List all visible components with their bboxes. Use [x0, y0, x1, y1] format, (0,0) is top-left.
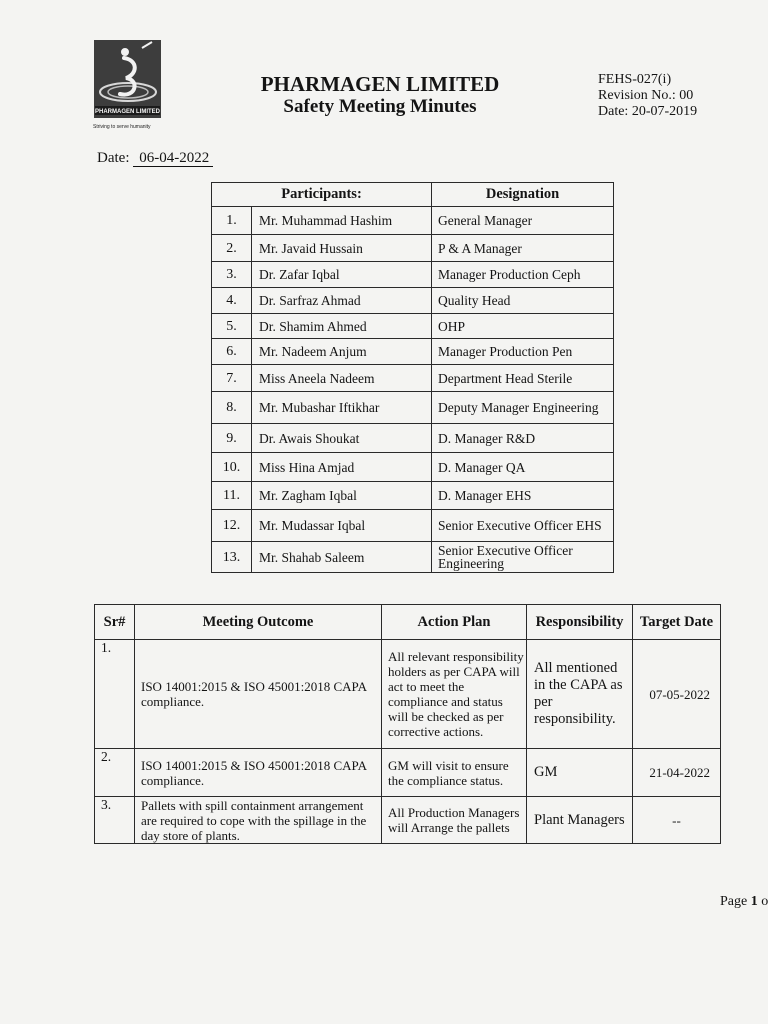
document-title: Safety Meeting Minutes — [283, 96, 477, 117]
issue-date: Date: 20-07-2019 — [598, 104, 698, 119]
participant-number: 4. — [212, 288, 252, 314]
participant-number: 9. — [212, 424, 252, 453]
logo-emblem — [94, 40, 161, 118]
responsibility-header: Responsibility — [527, 605, 633, 640]
participant-designation: D. Manager R&D — [432, 424, 614, 453]
page-label: Page — [720, 894, 748, 909]
logo-tagline: Striving to serve humanity — [93, 124, 151, 130]
table-row — [212, 207, 614, 235]
outcome-sr: 3. — [95, 797, 135, 844]
participant-designation: Manager Production Pen — [432, 339, 614, 365]
participant-number: 2. — [212, 235, 252, 262]
table-row — [95, 797, 721, 844]
participant-designation: P & A Manager — [432, 235, 614, 262]
table-row — [212, 235, 614, 262]
target-date: 07-05-2022 — [633, 640, 721, 749]
meeting-outcomes-table — [94, 604, 721, 844]
responsibility: GM — [527, 749, 633, 797]
participant-name: Dr. Sarfraz Ahmad — [252, 288, 432, 314]
document-code: FEHS-027(i) — [598, 72, 672, 87]
table-row — [212, 482, 614, 510]
participant-designation: Manager Production Ceph — [432, 262, 614, 288]
participant-number: 12. — [212, 510, 252, 542]
participant-number: 1. — [212, 207, 252, 235]
page-suffix: o — [761, 894, 768, 909]
participant-designation: General Manager — [432, 207, 614, 235]
table-row — [212, 392, 614, 424]
participant-number: 11. — [212, 482, 252, 510]
table-row — [212, 314, 614, 339]
table-row — [95, 749, 721, 797]
responsibility: Plant Managers — [527, 797, 633, 844]
participant-name: Mr. Mudassar Iqbal — [252, 510, 432, 542]
outcome-sr: 2. — [95, 749, 135, 797]
table-row — [212, 288, 614, 314]
participant-name: Miss Aneela Nadeem — [252, 365, 432, 392]
outcome-sr: 1. — [95, 640, 135, 749]
action-plan-header: Action Plan — [382, 605, 527, 640]
participant-designation: Senior Executive Officer Engineering — [432, 542, 614, 573]
target-date-header: Target Date — [633, 605, 721, 640]
outcome-text: ISO 14001:2015 & ISO 45001:2018 CAPA compliance. — [135, 640, 382, 749]
designation-header: Designation — [432, 183, 614, 207]
participant-number: 7. — [212, 365, 252, 392]
participant-number: 3. — [212, 262, 252, 288]
participant-designation: OHP — [432, 314, 614, 339]
action-plan: All Production Managers will Arrange the pallets — [382, 797, 527, 844]
participant-name: Mr. Muhammad Hashim — [252, 207, 432, 235]
participant-designation: Deputy Manager Engineering — [432, 392, 614, 424]
meeting-outcome-header: Meeting Outcome — [135, 605, 382, 640]
participant-name: Mr. Mubashar Iftikhar — [252, 392, 432, 424]
participant-number: 10. — [212, 453, 252, 482]
participant-name: Dr. Shamim Ahmed — [252, 314, 432, 339]
participant-number: 13. — [212, 542, 252, 573]
table-row — [212, 424, 614, 453]
participant-designation: Quality Head — [432, 288, 614, 314]
meeting-date-label: Date: — [97, 150, 130, 166]
participant-name: Mr. Javaid Hussain — [252, 235, 432, 262]
table-row — [212, 510, 614, 542]
participant-name: Miss Hina Amjad — [252, 453, 432, 482]
logo-wordmark: PHARMAGEN LIMITED — [95, 109, 160, 115]
participant-number: 6. — [212, 339, 252, 365]
participant-designation: D. Manager QA — [432, 453, 614, 482]
meeting-date-value: 06-04-2022 — [133, 151, 213, 167]
responsibility: All mentioned in the CAPA as per responsibility. — [527, 640, 633, 749]
table-row — [95, 640, 721, 749]
participant-designation: D. Manager EHS — [432, 482, 614, 510]
table-row — [212, 262, 614, 288]
company-name: PHARMAGEN LIMITED — [260, 72, 500, 96]
participant-name: Dr. Zafar Iqbal — [252, 262, 432, 288]
action-plan: All relevant responsibility holders as per CAPA will act to meet the compliance and status will be checked as per corrective actions. — [382, 640, 527, 749]
outcome-text: Pallets with spill containment arrangement are required to cope with the spillage in the day store of plants. — [135, 797, 382, 844]
table-row — [212, 542, 614, 573]
participant-name: Mr. Zagham Iqbal — [252, 482, 432, 510]
action-plan: GM will visit to ensure the compliance status. — [382, 749, 527, 797]
participant-name: Mr. Shahab Saleem — [252, 542, 432, 573]
target-date: 21-04-2022 — [633, 749, 721, 797]
participants-header: Participants: — [212, 183, 432, 207]
table-row — [212, 453, 614, 482]
sr-header: Sr# — [95, 605, 135, 640]
participant-designation: Department Head Sterile — [432, 365, 614, 392]
page-number-value: 1 — [750, 894, 758, 909]
outcome-text: ISO 14001:2015 & ISO 45001:2018 CAPA compliance. — [135, 749, 382, 797]
revision-number: Revision No.: 00 — [598, 88, 694, 103]
participant-number: 8. — [212, 392, 252, 424]
meeting-date — [97, 150, 213, 167]
participants-header-row — [212, 183, 614, 207]
page-number — [720, 894, 768, 910]
target-date: -- — [633, 797, 721, 844]
table-row — [212, 365, 614, 392]
participant-designation: Senior Executive Officer EHS — [432, 510, 614, 542]
participant-name: Mr. Nadeem Anjum — [252, 339, 432, 365]
outcomes-header-row — [95, 605, 721, 640]
participants-table — [211, 182, 614, 573]
participant-name: Dr. Awais Shoukat — [252, 424, 432, 453]
company-logo — [93, 40, 163, 135]
logo-swirl-icon — [94, 40, 161, 118]
participant-number: 5. — [212, 314, 252, 339]
table-row — [212, 339, 614, 365]
